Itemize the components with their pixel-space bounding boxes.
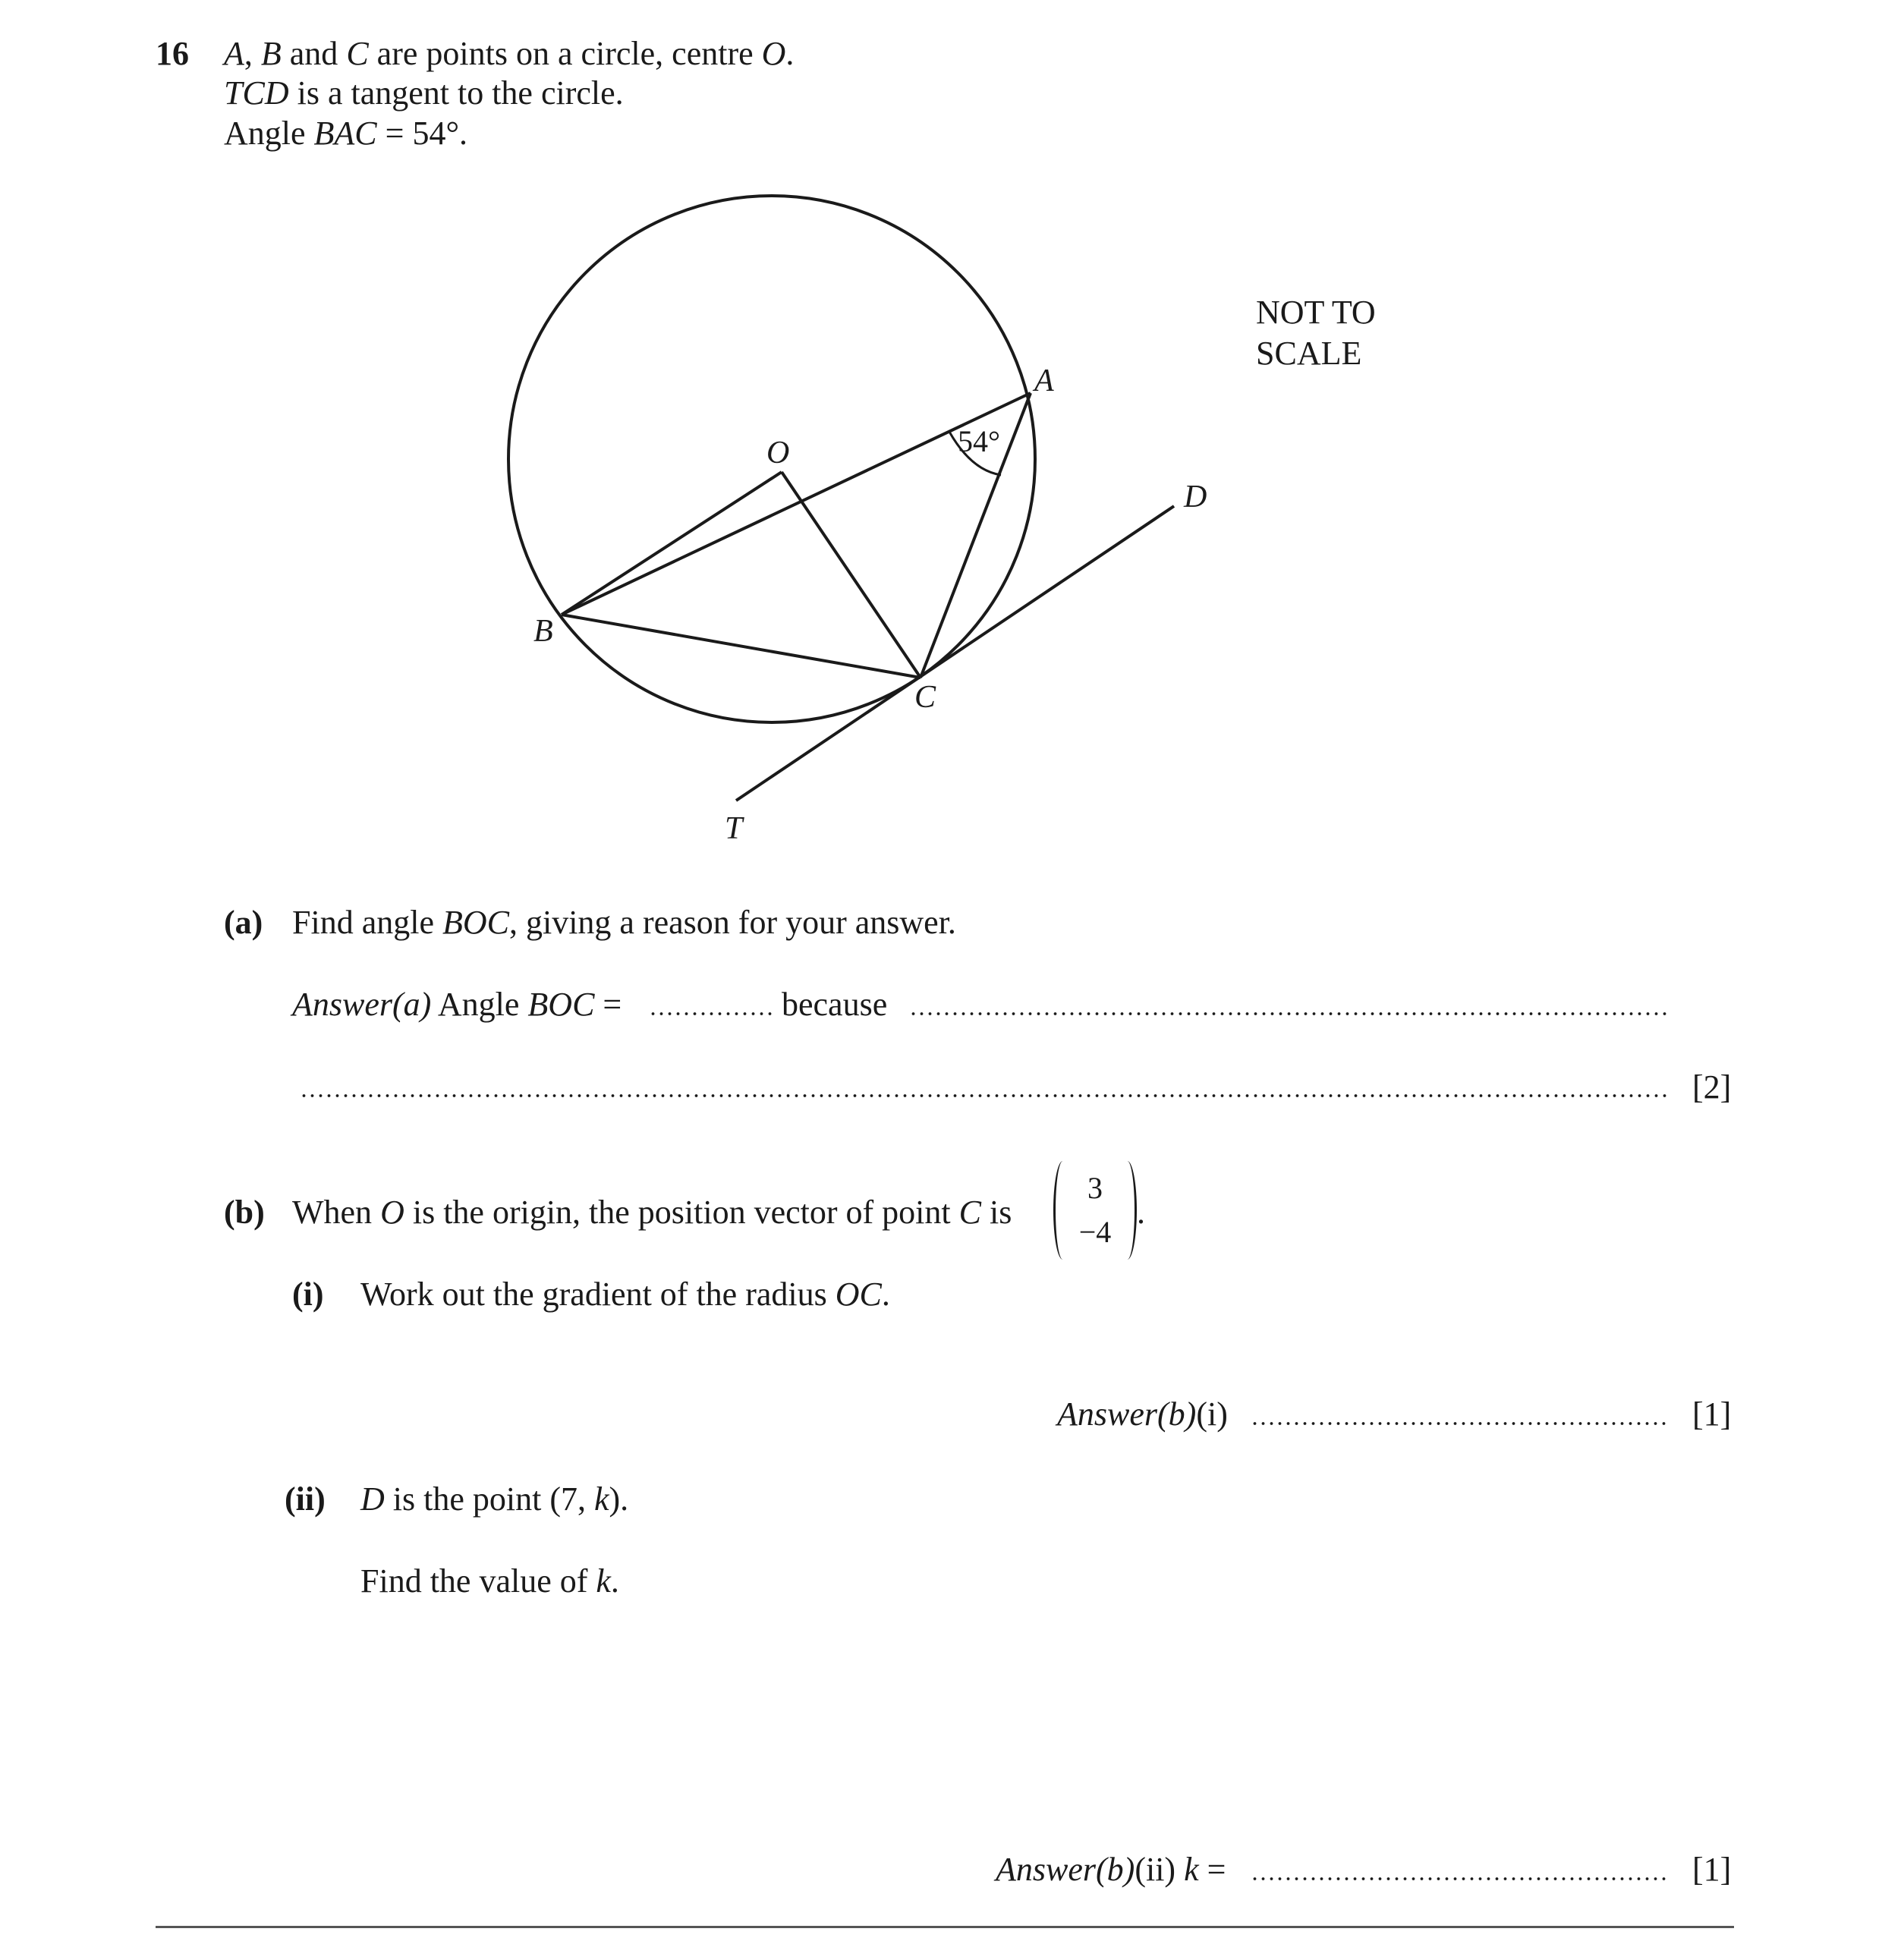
label-a: A <box>1034 363 1054 398</box>
radius-oc <box>782 472 921 678</box>
part-a-label: (a) <box>224 904 263 941</box>
not-to-scale-line-1: NOT TO <box>1256 294 1376 331</box>
label-d: D <box>1184 480 1207 514</box>
part-b-i-question <box>360 1275 890 1314</box>
part-b-text-mid: is the origin, the position vector of point <box>404 1194 959 1231</box>
point-a-text: A <box>224 35 244 72</box>
part-b-i-label: (i) <box>292 1276 324 1313</box>
part-b-ii-answer-eq: = <box>1198 1851 1226 1888</box>
part-b-origin-o: O <box>380 1194 404 1231</box>
radius-ob <box>562 472 782 615</box>
chord-bc <box>562 615 921 678</box>
part-b-point-c: C <box>958 1194 981 1231</box>
part-b-text-post: is <box>981 1194 1012 1231</box>
not-to-scale-line-2: SCALE <box>1256 335 1362 372</box>
intro-sep: , <box>244 35 261 72</box>
part-b-ii-find-pre: Find the value of <box>360 1562 596 1600</box>
label-b: B <box>533 614 553 649</box>
tangent-line-tcd <box>736 506 1174 801</box>
part-a-answer-line <box>292 985 622 1024</box>
part-b-ii-k: k <box>593 1480 609 1518</box>
part-b-i-answer-field[interactable] <box>1251 1422 1668 1425</box>
part-b-ii-statement <box>360 1480 628 1519</box>
part-b-question <box>292 1193 1012 1232</box>
vector-bottom: −4 <box>1078 1215 1112 1249</box>
part-b-ii-answer-field[interactable] <box>1251 1877 1668 1880</box>
part-a-answer-angle: Angle <box>431 986 528 1023</box>
part-b-ii-marks: [1] <box>1692 1851 1732 1888</box>
part-b-label: (b) <box>224 1194 265 1231</box>
tangent-tcd-text: TCD <box>224 74 289 112</box>
part-b-i-answer-label <box>1057 1395 1228 1434</box>
part-b-ii-answer-sub: (ii) <box>1135 1851 1185 1888</box>
angle-bac-value: = 54°. <box>376 115 468 152</box>
vector-bracket-right <box>1118 1161 1137 1260</box>
part-b-ii-text-end: ). <box>609 1480 629 1518</box>
label-o: O <box>766 436 790 470</box>
part-b-ii-answer-label <box>996 1850 1226 1889</box>
intro-rest: are points on a circle, centre <box>368 35 762 72</box>
part-a-angle-answer-field[interactable] <box>649 1012 774 1015</box>
intro-end: . <box>785 35 795 72</box>
part-b-ii-d: D <box>360 1480 385 1518</box>
point-c-text: C <box>346 35 369 72</box>
question-number: 16 <box>156 35 189 72</box>
point-b-text: B <box>260 35 282 72</box>
label-t: T <box>725 811 743 846</box>
angle-label: 54° <box>958 424 1000 458</box>
part-b-i-answer-word: Answer(b) <box>1057 1395 1197 1433</box>
part-b-ii-find-k: k <box>596 1562 611 1600</box>
part-a-reason-field-1[interactable] <box>909 1012 1668 1015</box>
angle-bac-text: BAC <box>313 115 377 152</box>
part-a-marks: [2] <box>1692 1068 1732 1106</box>
page-divider <box>156 1926 1734 1928</box>
part-b-i-text-end: . <box>881 1276 890 1313</box>
label-c: C <box>914 680 936 715</box>
position-vector-c <box>1053 1161 1137 1260</box>
part-b-ii-label: (ii) <box>285 1480 326 1518</box>
part-a-answer-boc: BOC <box>527 986 595 1023</box>
part-b-ii-text-mid: is the point (7, <box>384 1480 594 1518</box>
vector-end-period: . <box>1137 1194 1145 1231</box>
part-a-because: because <box>782 986 888 1023</box>
part-b-ii-find-end: . <box>610 1562 619 1600</box>
part-b-ii-find <box>360 1562 619 1601</box>
intro-line-2-rest: is a tangent to the circle. <box>288 74 624 112</box>
part-b-text-pre: When <box>292 1194 381 1231</box>
part-a-text-post: , giving a reason for your answer. <box>508 904 956 941</box>
part-a-reason-field-2[interactable] <box>300 1094 1668 1097</box>
part-a-answer-eq: = <box>594 986 622 1023</box>
part-b-i-marks: [1] <box>1692 1395 1732 1433</box>
part-b-i-answer-sub: (i) <box>1196 1395 1228 1433</box>
intro-angle-word: Angle <box>224 115 314 152</box>
centre-o-text: O <box>761 35 786 72</box>
vector-top: 3 <box>1087 1171 1103 1205</box>
circle-diagram <box>0 0 1882 857</box>
part-a-text-pre: Find angle <box>292 904 442 941</box>
part-a-boc: BOC <box>442 904 509 941</box>
part-b-i-oc: OC <box>835 1276 882 1313</box>
part-b-ii-answer-k: k <box>1184 1851 1199 1888</box>
part-a-question <box>292 903 956 942</box>
part-a-answer-label: Answer(a) <box>292 986 432 1023</box>
part-b-i-text-pre: Work out the gradient of the radius <box>360 1276 836 1313</box>
intro-and: and <box>281 35 347 72</box>
part-b-ii-answer-word: Answer(b) <box>996 1851 1135 1888</box>
